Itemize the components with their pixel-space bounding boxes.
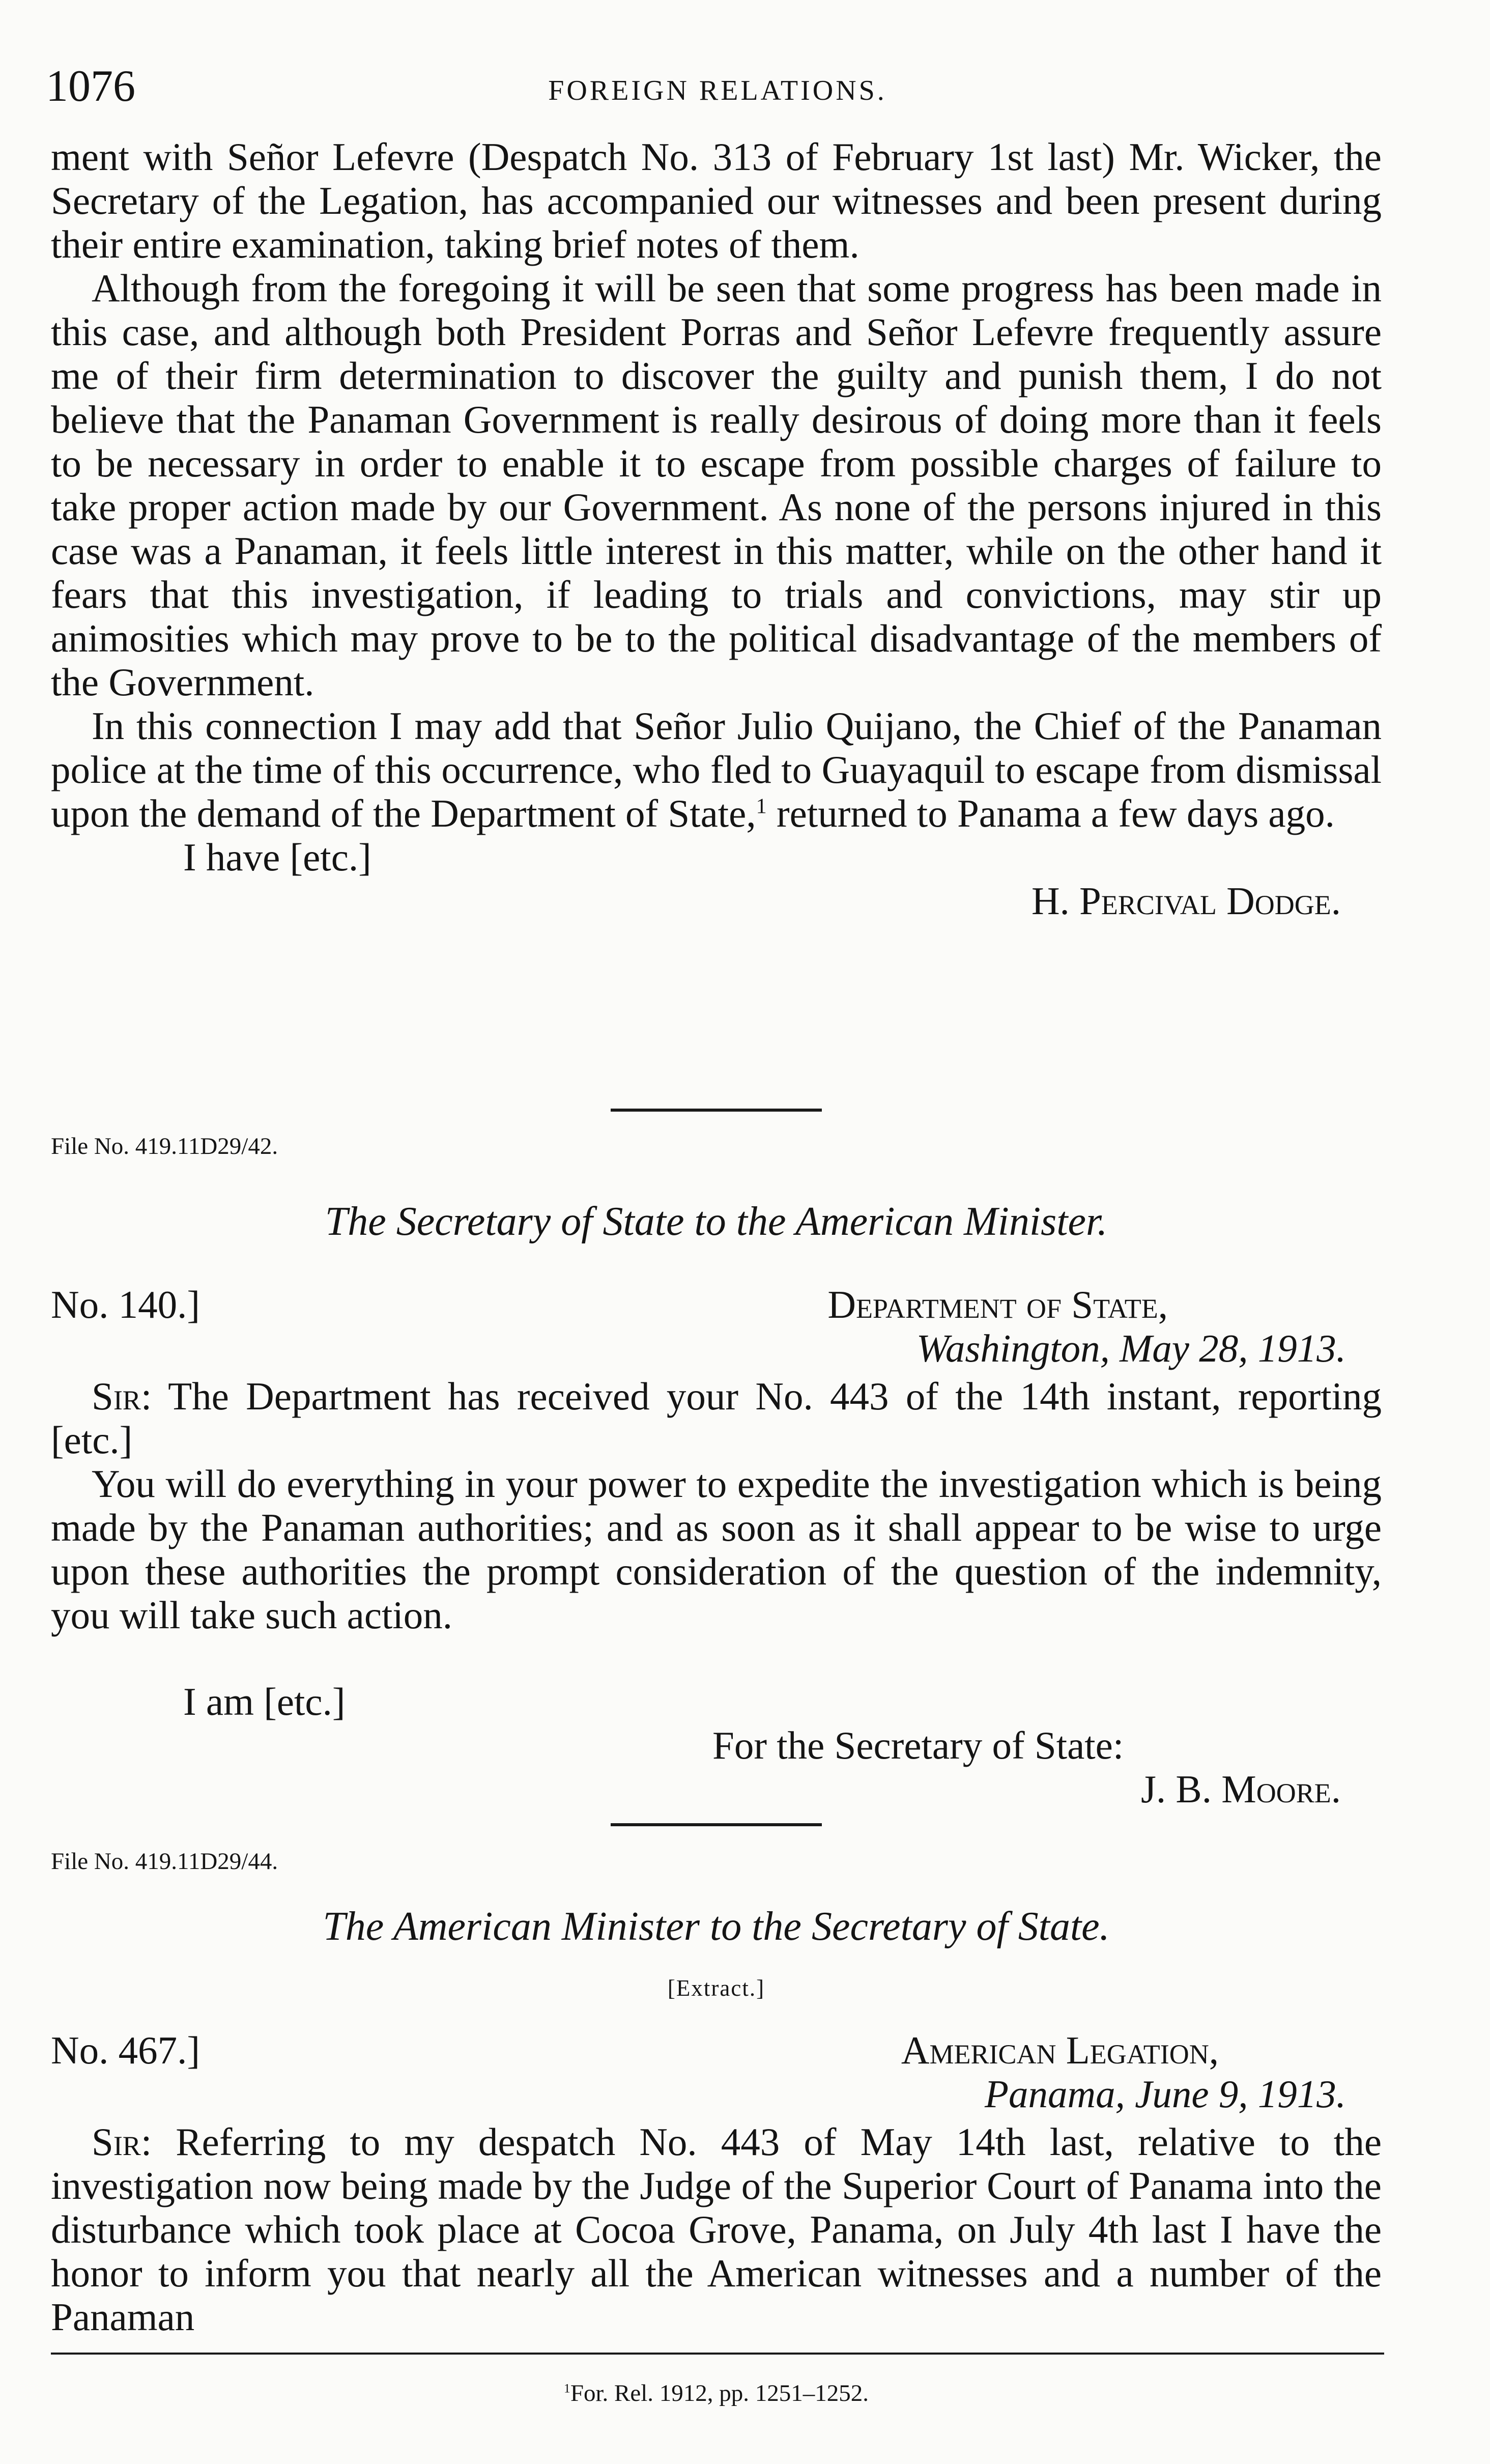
letter-3-extract-note: [Extract.] <box>667 1975 765 2001</box>
letter-1-paragraph-2: Although from the foregoing it will be seen that some progress has been made in this case, and although both President Porras and Señor Lefevre frequently assure me of their firm determination to discover the guilty and punish them, I do not believe that the Panaman Government is really desirous of doing more than it feels to be necessary in order to enable it to escape from possible charges of failure to take proper action made by our Government. As none of the persons injured in this case was a Panaman, it feels little interest in this matter, while on the other hand it fears that this investigation, if leading to trials and convictions, may stir up animosities which may prove to be to the political disadvantage of the members of the Government. <box>51 266 1382 704</box>
footnote-divider <box>51 2353 1384 2355</box>
letter-2-file-number: File No. 419.11D29/42. <box>51 1133 278 1159</box>
running-title: FOREIGN RELATIONS. <box>548 75 887 106</box>
footnote <box>51 2380 1382 2407</box>
letter-3-place-date: Panama, June 9, 1913. <box>985 2072 1346 2116</box>
letter-3-legation: American Legation, <box>901 2028 1219 2072</box>
letter-1-signature: H. Percival Dodge. <box>1031 879 1341 923</box>
running-header <box>46 61 1389 117</box>
letter-1-paragraph-1: ment with Señor Lefevre (Despatch No. 313 of February 1st last) Mr. Wicker, the Secretary of the Legation, has accompanied our witnesses and been present during their entire examination, taking brief notes of them. <box>51 135 1382 266</box>
letter-2-sender-block <box>827 1283 1346 1370</box>
letter-2-paragraph-1 <box>51 1374 1382 1462</box>
section-divider-2 <box>611 1823 822 1826</box>
letter-3-header <box>51 2028 1382 2120</box>
letter-3-body <box>51 2120 1382 2339</box>
footnote-text: For. Rel. 1912, pp. 1251–1252. <box>570 2380 869 2406</box>
letter-2-place-date: Washington, May 28, 1913. <box>916 1326 1346 1370</box>
letter-2-department: Department of State, <box>827 1283 1168 1326</box>
section-divider-1 <box>611 1109 822 1112</box>
letter-2-body <box>51 1374 1382 1637</box>
letter-2-signature: J. B. Moore. <box>1140 1767 1341 1811</box>
letter-1-body <box>51 135 1382 923</box>
letter-3-file-number: File No. 419.11D29/44. <box>51 1848 278 1875</box>
letter-3-sender-block <box>901 2028 1346 2116</box>
letter-2-header <box>51 1283 1382 1374</box>
letter-3-number: No. 467.] <box>51 2028 200 2072</box>
footnote-marker: 1 <box>563 2381 570 2396</box>
letter-2-for-line: For the Secretary of State: <box>712 1723 1124 1767</box>
footnote-reference: 1 <box>756 794 767 818</box>
page-number: 1076 <box>46 62 135 111</box>
letter-2-paragraph-1-text: The Department has received your No. 443 of the 14th instant, reporting [etc.] <box>51 1374 1382 1462</box>
letter-3-title: The American Minister to the Secretary of State. <box>323 1904 1110 1949</box>
letter-2-title: The Secretary of State to the American Minister. <box>325 1199 1108 1244</box>
letter-3-paragraph-1 <box>51 2120 1382 2339</box>
letter-1-closing: I have [etc.] <box>183 835 371 879</box>
letter-1-paragraph-3 <box>51 704 1382 835</box>
letter-2-number: No. 140.] <box>51 1283 200 1326</box>
letter-1-paragraph-3-text: In this connection I may add that Señor Julio Quijano, the Chief of the Panaman police at the time of this occurrence, who fled to Guayaquil to escape from dismissal upon the demand of the Department of State, <box>51 704 1382 835</box>
letter-1-paragraph-3-end: returned to Panama a few days ago. <box>766 791 1335 835</box>
letter-2-signoff <box>51 1680 1382 1811</box>
letter-3-salutation: Sir: <box>92 2120 152 2164</box>
letter-2-salutation: Sir: <box>92 1374 152 1418</box>
letter-2-closing: I am [etc.] <box>183 1680 346 1723</box>
letter-2-paragraph-2: You will do everything in your power to expedite the investigation which is being made by the Panaman authorities; and as soon as it shall appear to be wise to urge upon these authorities the prompt consideration of the question of the indemnity, you will take such action. <box>51 1462 1382 1637</box>
letter-3-paragraph-1-text: Referring to my despatch No. 443 of May 14th last, relative to the investigation now being made by the Judge of the Superior Court of Panama into the disturbance which took place at Cocoa Grove, Panama, on July 4th last I have the honor to inform you that nearly all the American witnesses and a number of the Panaman <box>51 2120 1382 2339</box>
